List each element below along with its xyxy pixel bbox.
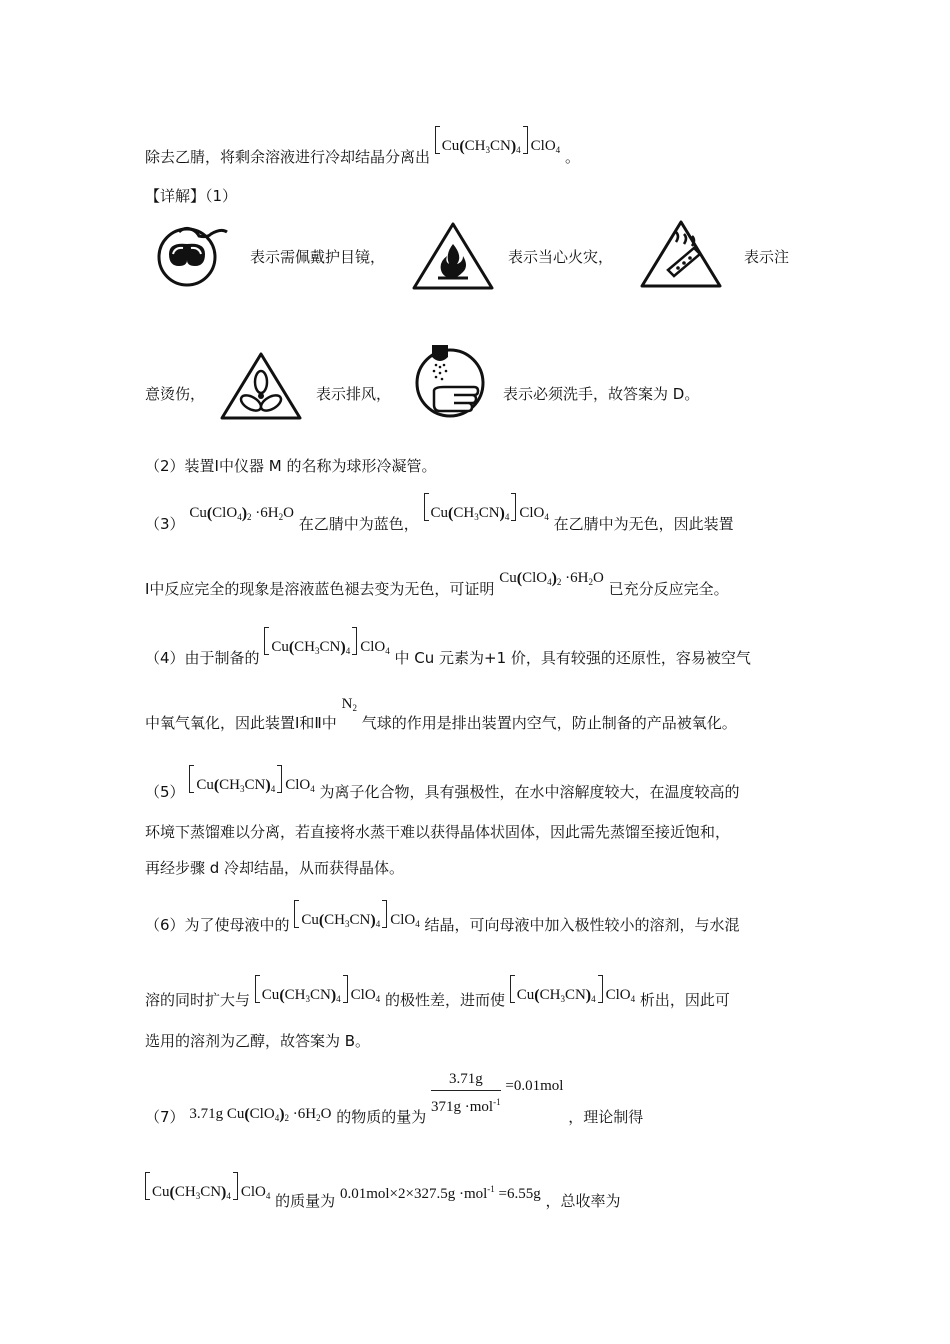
- paragraph-4-line-2: 中氧气氧化，因此装置Ⅰ和Ⅱ中 $N_2$ 气球的作用是排出装置内空气，防止制备的产品被氧化。: [145, 696, 737, 732]
- paragraph-2: （2）装置Ⅰ中仪器 M 的名称为球形冷凝管。: [145, 457, 437, 475]
- goggles-icon: [155, 224, 235, 290]
- theoretical-mass-calc: 0.01mol×2×327.5g ·mol$^{-1}$ =6.55g: [339, 1184, 541, 1202]
- paragraph-5-line-3: 再经步骤 d 冷却结晶，从而获得晶体。: [145, 859, 405, 877]
- paragraph-5-line-1: （5） $Cu(CH_3CN)_4$ ClO$_4$ 为离子化合物，具有强极性，在水中溶解度较大，在温度较高的: [145, 773, 740, 803]
- fraction-moles: $\frac{3.71g}{371g \cdot mol^{-1}}$: [431, 1068, 501, 1118]
- wash-hands-icon: [410, 343, 490, 419]
- formula-cu-acetonitrile-perchlorate: $Cu(CH_3CN)_4$ ClO$_4$: [435, 126, 560, 156]
- line-1: 除去乙腈，将剩余溶液进行冷却结晶分离出 $Cu(CH_3CN)_4$ ClO$_4$ 。: [145, 138, 580, 168]
- moles-result: =0.01mol: [505, 1077, 564, 1094]
- formula-cu-acetonitrile-perchlorate: $Cu(CH_3CN)_4$ ClO$_4$: [264, 627, 389, 657]
- formula-cu-acetonitrile-perchlorate: $Cu(CH_3CN)_4$ ClO$_4$: [424, 493, 549, 523]
- paragraph-3-line-1: （3） $Cu(ClO_4)_2 \cdot 6H_2O$ 在乙腈中为蓝色， $Cu(CH_3CN)_4$ ClO$_4$ 在乙腈中为无色，因此装置: [145, 505, 734, 535]
- paragraph-7-line-2: $Cu(CH_3CN)_4$ ClO$_4$ 的质量为 0.01mol×2×327.5g ·mol$^{-1}$ =6.55g ，总收率为: [145, 1182, 621, 1212]
- formula-cu-acetonitrile-perchlorate: $Cu(CH_3CN)_4$ ClO$_4$: [189, 765, 314, 795]
- fire-warning-icon: [410, 220, 496, 292]
- paragraph-6-line-1: （6）为了使母液中的 $Cu(CH_3CN)_4$ ClO$_4$ 结晶，可向母液中加入极性较小的溶剂，与水混: [145, 906, 740, 936]
- paragraph-4-line-1: （4）由于制备的 $Cu(CH_3CN)_4$ ClO$_4$ 中 Cu 元素为+1 价，具有较强的还原性，容易被空气: [145, 639, 751, 669]
- paragraph-6-line-2: 溶的同时扩大与 $Cu(CH_3CN)_4$ ClO$_4$ 的极性差，进而使 $Cu(CH_3CN)_4$ ClO$_4$ 析出，因此可: [145, 981, 730, 1011]
- formula-cu-acetonitrile-perchlorate: $Cu(CH_3CN)_4$ ClO$_4$: [510, 975, 635, 1005]
- formula-cu-perchlorate-hydrate: $Cu(ClO_4)_2 \cdot 6H_2O$: [189, 505, 294, 522]
- paragraph-7-line-1: （7） 3.71g $Cu(ClO_4)_2 \cdot 6H_2O$ 的物质的量为 $\frac{3.71g}{371g \cdot mol^{-1}}$ =0.01mol ，理论制得: [145, 1068, 643, 1118]
- paragraph-3-line-2: Ⅰ中反应完全的现象是溶液蓝色褪去变为无色，可证明 $Cu(ClO_4)_2 \cdot 6H_2O$ 已充分反应完全。: [145, 570, 729, 598]
- ventilation-fan-icon: [218, 350, 304, 422]
- detail-header: 【详解】（1）: [145, 187, 238, 205]
- formula-n2: $N_2$: [341, 696, 357, 713]
- formula-cu-perchlorate-hydrate: $Cu(ClO_4)_2 \cdot 6H_2O$: [499, 570, 604, 587]
- formula-cu-perchlorate-hydrate-mass: 3.71g $Cu(ClO_4)_2 \cdot 6H_2O$: [189, 1105, 332, 1123]
- formula-cu-acetonitrile-perchlorate: $Cu(CH_3CN)_4$ ClO$_4$: [255, 975, 380, 1005]
- formula-cu-acetonitrile-perchlorate: $Cu(CH_3CN)_4$ ClO$_4$: [294, 900, 419, 930]
- formula-cu-acetonitrile-perchlorate: $Cu(CH_3CN)_4$ ClO$_4$: [145, 1172, 270, 1202]
- paragraph-5-line-2: 环境下蒸馏难以分离，若直接将水蒸干难以获得晶体状固体，因此需先蒸馏至接近饱和，: [145, 823, 731, 841]
- paragraph-6-line-3: 选用的溶剂为乙醇，故答案为 B。: [145, 1032, 371, 1050]
- hot-surface-warning-icon: [638, 218, 724, 290]
